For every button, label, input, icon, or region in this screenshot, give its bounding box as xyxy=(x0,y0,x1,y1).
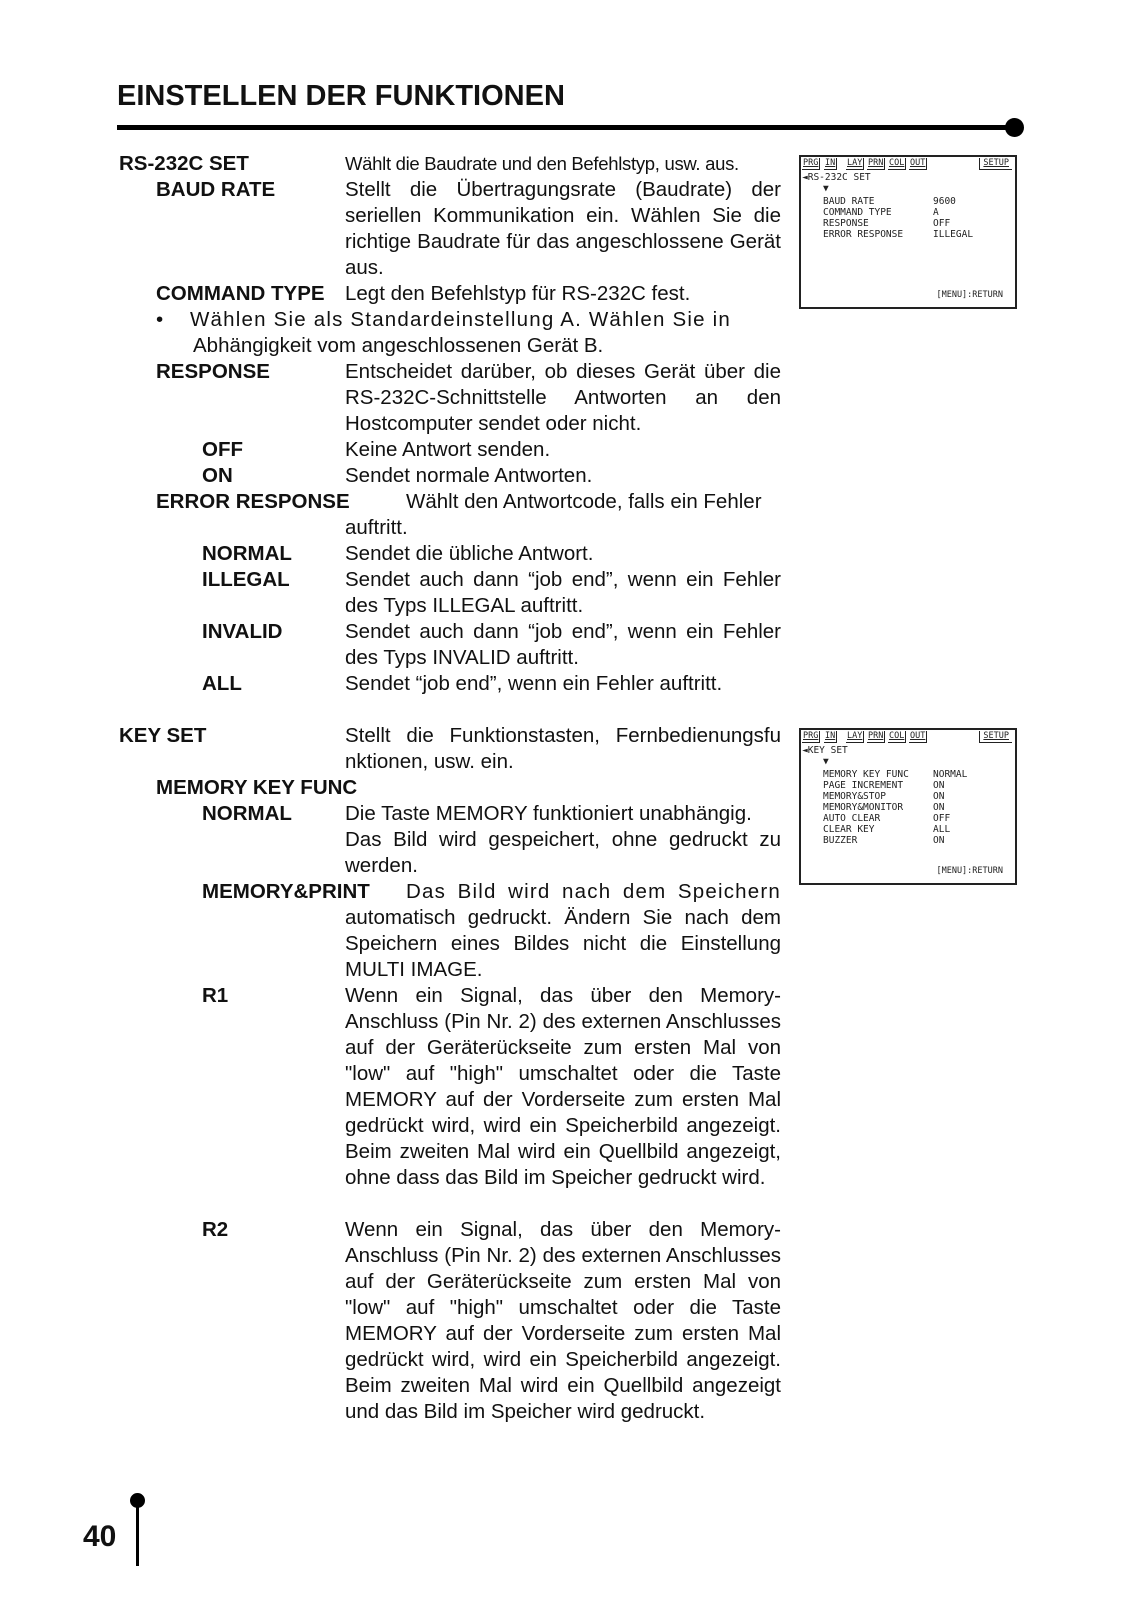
page-title: EINSTELLEN DER FUNKTIONEN xyxy=(117,80,565,112)
tab-out: OUT xyxy=(910,731,926,741)
tab-out: OUT xyxy=(910,158,926,168)
tab-prn: PRN xyxy=(868,158,884,168)
key-set-heading: KEY SET xyxy=(119,724,207,747)
down-arrow-icon: ▼ xyxy=(823,183,829,194)
memkey-normal-desc-1: Die Taste MEMORY funktioniert unabhängig. xyxy=(345,802,752,825)
menu-tab-bar xyxy=(801,157,1015,171)
error-response-desc-1: Wählt den Antwortcode, falls ein Fehler xyxy=(406,490,762,513)
menu-row-key: COMMAND TYPE xyxy=(823,207,892,218)
bullet-text-line-2: Abhängigkeit vom angeschlossenen Gerät B. xyxy=(193,334,604,357)
tab-col: COL xyxy=(889,731,905,741)
bullet-marker: • xyxy=(156,308,164,331)
menu-row-value: ON xyxy=(933,802,945,813)
page-number: 40 xyxy=(83,1520,117,1553)
memory-print-desc-2: automatisch gedruckt. Ändern Sie nach dem Speichern eines Bildes nicht die Einstellung MULTI IMAGE. xyxy=(345,906,781,981)
all-label: ALL xyxy=(202,672,242,695)
menu-row-key: PAGE INCREMENT xyxy=(823,780,904,791)
off-desc: Keine Antwort senden. xyxy=(345,438,551,461)
tab-prg: PRG xyxy=(803,731,819,741)
menu-title: ◄KEY SET xyxy=(802,745,848,756)
illegal-desc: Sendet auch dann “job end”, wenn ein Fehler des Typs ILLEGAL auftritt. xyxy=(345,568,781,617)
on-label: ON xyxy=(202,464,233,487)
menu-return-hint: [MENU]:RETURN xyxy=(936,866,1003,876)
down-arrow-icon: ▼ xyxy=(823,756,829,767)
off-label: OFF xyxy=(202,438,243,461)
menu-row-key: MEMORY&STOP xyxy=(823,791,886,802)
menu-row-key: BAUD RATE xyxy=(823,196,875,207)
menu-return-hint: [MENU]:RETURN xyxy=(936,290,1003,300)
menu-row-key: MEMORY&MONITOR xyxy=(823,802,904,813)
menu-row-key: RESPONSE xyxy=(823,218,869,229)
memory-key-func-label: MEMORY KEY FUNC xyxy=(156,776,358,799)
tab-prn: PRN xyxy=(868,731,884,741)
baud-rate-label: BAUD RATE xyxy=(156,178,276,201)
command-type-desc: Legt den Befehlstyp für RS-232C fest. xyxy=(345,282,691,305)
tab-prg: PRG xyxy=(803,158,819,168)
r2-label: R2 xyxy=(202,1218,229,1241)
r1-desc: Wenn ein Signal, das über den Memory-Anschluss (Pin Nr. 2) des externen Anschlusses auf der Geräterückseite zum ersten Mal von "low" auf "high" umschaltet oder die Taste MEMORY auf der Vorderseite zum ersten Mal gedrückt wird, wird ein Speicherbild angezeigt. Beim zweiten Mal wird ein Quellbild angezeigt, ohne dass das Bild im Speicher gedruckt wird. xyxy=(345,984,781,1189)
tab-setup: SETUP xyxy=(979,158,1012,170)
normal-desc: Sendet die übliche Antwort. xyxy=(345,542,594,565)
r1-label: R1 xyxy=(202,984,229,1007)
menu-row-value: OFF xyxy=(933,218,951,229)
rs232c-menu-screen xyxy=(799,155,1017,309)
menu-row-value: ALL xyxy=(933,824,951,835)
menu-row-key: CLEAR KEY xyxy=(823,824,875,835)
response-desc: Entscheidet darüber, ob dieses Gerät über die RS-232C-Schnittstelle Antworten an den Hostcomputer sendet oder nicht. xyxy=(345,360,781,435)
rs232c-set-heading: RS-232C SET xyxy=(119,152,249,175)
menu-row-value: 9600 xyxy=(933,196,956,207)
menu-row-value: ON xyxy=(933,835,945,846)
tab-setup: SETUP xyxy=(979,731,1012,743)
menu-tab-bar xyxy=(801,730,1015,744)
baud-rate-desc: Stellt die Übertragungsrate (Baudrate) der seriellen Kommunikation ein. Wählen Sie die richtige Baudrate für das angeschlossene Gerät aus. xyxy=(345,178,781,279)
command-type-label: COMMAND TYPE xyxy=(156,282,325,305)
invalid-desc: Sendet auch dann “job end”, wenn ein Fehler des Typs INVALID auftritt. xyxy=(345,620,781,669)
tab-in: IN xyxy=(825,731,836,741)
error-response-label: ERROR RESPONSE xyxy=(156,490,350,513)
tab-col: COL xyxy=(889,158,905,168)
memory-print-desc-1: Das Bild wird nach dem Speichern xyxy=(406,880,781,903)
menu-row-value: OFF xyxy=(933,813,951,824)
title-rule xyxy=(117,125,1017,130)
bullet-text-line-1: Wählen Sie als Standardeinstellung A. Wählen Sie in xyxy=(190,308,731,331)
title-rule-dot xyxy=(1005,118,1024,137)
key-set-menu-screen xyxy=(799,728,1017,885)
on-desc: Sendet normale Antworten. xyxy=(345,464,593,487)
error-response-desc-2: auftritt. xyxy=(345,516,408,539)
menu-row-key: ERROR RESPONSE xyxy=(823,229,904,240)
menu-row-key: BUZZER xyxy=(823,835,858,846)
menu-title: ◄RS-232C SET xyxy=(802,172,871,183)
tab-in: IN xyxy=(825,158,836,168)
tab-lay: LAY xyxy=(847,731,863,741)
memkey-normal-desc-2: Das Bild wird gespeichert, ohne gedruckt zu werden. xyxy=(345,828,781,877)
menu-row-value: ON xyxy=(933,780,945,791)
invalid-label: INVALID xyxy=(202,620,283,643)
menu-row-value: A xyxy=(933,207,939,218)
memkey-normal-label: NORMAL xyxy=(202,802,292,825)
page-number-marker-line xyxy=(136,1502,139,1566)
rs232c-set-desc: Wählt die Baudrate und den Befehlstyp, usw. aus. xyxy=(345,153,739,174)
menu-row-value: ILLEGAL xyxy=(933,229,974,240)
response-label: RESPONSE xyxy=(156,360,270,383)
menu-row-value: ON xyxy=(933,791,945,802)
tab-lay: LAY xyxy=(847,158,863,168)
all-desc: Sendet “job end”, wenn ein Fehler auftritt. xyxy=(345,672,723,695)
menu-row-key: AUTO CLEAR xyxy=(823,813,881,824)
key-set-desc: Stellt die Funktionstasten, Fernbedienungsfu nktionen, usw. ein. xyxy=(345,724,781,773)
menu-row-key: MEMORY KEY FUNC xyxy=(823,769,909,780)
normal-label: NORMAL xyxy=(202,542,292,565)
r2-desc: Wenn ein Signal, das über den Memory-Anschluss (Pin Nr. 2) des externen Anschlusses auf der Geräterückseite zum ersten Mal von "low" auf "high" umschaltet oder die Taste MEMORY auf der Vorderseite zum ersten Mal gedrückt wird, wird ein Speicherbild angezeigt. Beim zweiten Mal wird ein Quellbild angezeigt und das Bild im Speicher wird gedruckt. xyxy=(345,1218,781,1423)
memory-print-label: MEMORY&PRINT xyxy=(202,880,370,903)
illegal-label: ILLEGAL xyxy=(202,568,290,591)
menu-row-value: NORMAL xyxy=(933,769,968,780)
